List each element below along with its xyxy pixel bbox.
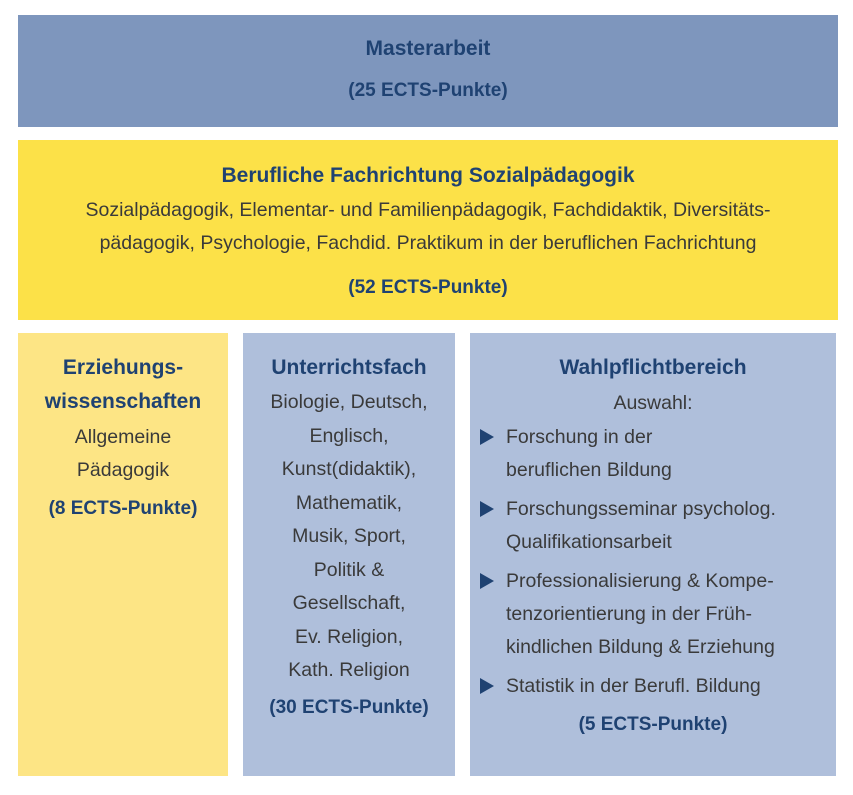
- item-line: tenzorientierung in der Früh-: [506, 603, 753, 625]
- item-line: Forschungsseminar psycholog.: [506, 498, 776, 520]
- erziehungswissenschaften-content: [18, 421, 228, 487]
- erziehungswissenschaften-box: [18, 333, 228, 776]
- list-item-text: [506, 565, 775, 664]
- berufliche-fachrichtung-title: Berufliche Fachrichtung Sozialpädagogik: [221, 164, 635, 187]
- content-line: Kath. Religion: [288, 659, 410, 681]
- content-line: Gesellschaft,: [292, 592, 406, 614]
- unterrichtsfach-title: Unterrichtsfach: [271, 356, 427, 379]
- wahlpflichtbereich-ects: (5 ECTS-Punkte): [578, 714, 728, 735]
- triangle-right-icon: [480, 678, 494, 694]
- description-line: Sozialpädagogik, Elementar- und Familienpädagogik, Fachdidaktik, Diversitäts-: [85, 199, 771, 221]
- content-line: Kunst(didaktik),: [281, 458, 417, 480]
- triangle-right-icon: [480, 501, 494, 517]
- content-line: Pädagogik: [76, 459, 170, 481]
- item-line: Qualifikationsarbeit: [506, 531, 672, 553]
- list-item: [480, 670, 836, 703]
- item-line: kindlichen Bildung & Erziehung: [506, 636, 775, 658]
- content-line: Biologie, Deutsch,: [270, 391, 428, 413]
- content-line: Politik &: [313, 558, 385, 581]
- content-line: Englisch,: [309, 424, 389, 447]
- berufliche-fachrichtung-ects: (52 ECTS-Punkte): [348, 277, 508, 298]
- auswahl-label: Auswahl:: [613, 392, 693, 414]
- erziehungswissenschaften-ects: (8 ECTS-Punkte): [48, 498, 198, 519]
- wahlpflichtbereich-box: [470, 333, 836, 776]
- title-line: Erziehungs-: [62, 356, 184, 379]
- berufliche-fachrichtung-description: [18, 194, 838, 260]
- list-item-text: [506, 493, 776, 559]
- triangle-right-icon: [480, 573, 494, 589]
- item-line: beruflichen Bildung: [506, 459, 672, 481]
- unterrichtsfach-box: [243, 333, 455, 776]
- wahlpflichtbereich-title: Wahlpflichtbereich: [559, 356, 747, 379]
- wahlpflicht-list: [470, 421, 836, 703]
- description-line: pädagogik, Psychologie, Fachdid. Praktikum in der beruflichen Fachrichtung: [99, 232, 757, 254]
- masterarbeit-ects: (25 ECTS-Punkte): [348, 80, 508, 101]
- triangle-right-icon: [480, 429, 494, 445]
- unterrichtsfach-content: [243, 386, 455, 688]
- item-line: Forschung in der: [506, 426, 653, 448]
- content-line: Mathematik,: [295, 491, 403, 514]
- item-line: Professionalisierung & Kompe-: [506, 570, 774, 592]
- masterarbeit-box: [18, 15, 838, 127]
- list-item: [480, 493, 836, 559]
- list-item: [480, 565, 836, 664]
- content-line: Ev. Religion,: [294, 625, 404, 648]
- berufliche-fachrichtung-box: [18, 140, 838, 320]
- list-item-text: [506, 670, 761, 703]
- content-line: Allgemeine: [74, 426, 172, 448]
- content-line: Musik, Sport,: [292, 525, 406, 547]
- erziehungswissenschaften-title: [18, 351, 228, 419]
- item-line: Statistik in der Berufl. Bildung: [506, 675, 761, 697]
- list-item-text: [506, 421, 672, 487]
- unterrichtsfach-ects: (30 ECTS-Punkte): [269, 696, 429, 718]
- masterarbeit-title: Masterarbeit: [365, 37, 491, 60]
- list-item: [480, 421, 836, 487]
- title-line: wissenschaften: [44, 390, 202, 413]
